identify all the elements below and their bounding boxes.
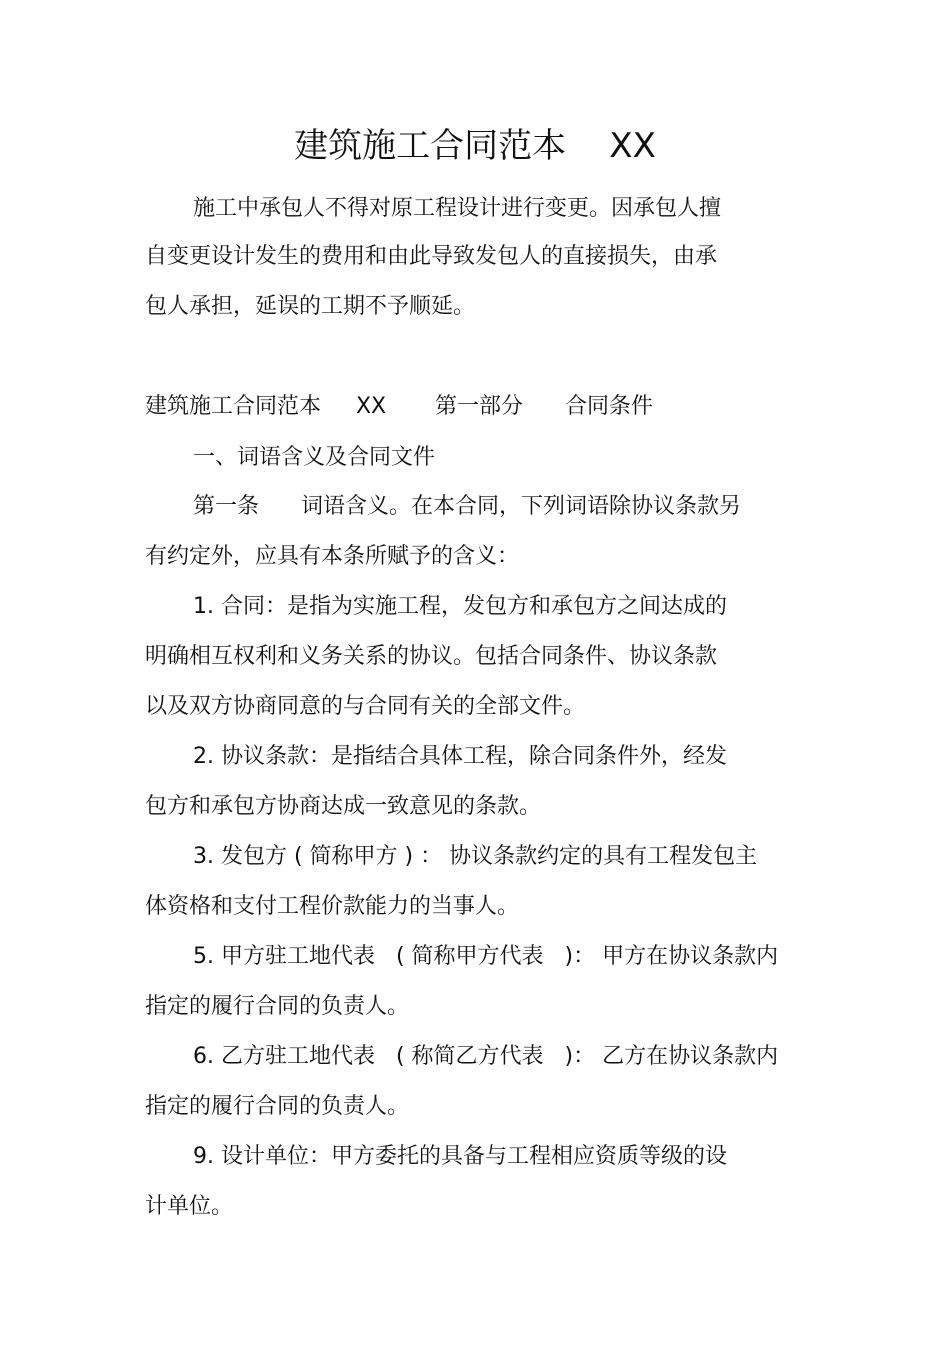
paragraph-line: 以及双方协商同意的与合同有关的全部文件。 (145, 694, 586, 719)
paragraph-line: 5. 甲方驻工地代表 ( 简称甲方代表 )： 甲方在协议条款内 (193, 944, 779, 969)
paragraph-line: 指定的履行合同的负责人。 (145, 994, 410, 1019)
paragraph-line: 计单位。 (145, 1194, 234, 1219)
paragraph-line: 施工中承包人不得对原工程设计进行变更。因承包人擅 (193, 196, 722, 221)
paragraph-line: 体资格和支付工程价款能力的当事人。 (145, 894, 520, 919)
paragraph-line: 明确相互权利和义务关系的协议。包括合同条件、协议条款 (145, 644, 718, 669)
paragraph-line: 2. 协议条款：是指结合具体工程，除合同条件外，经发 (193, 744, 727, 769)
section-heading: 建筑施工合同范本 XX 第一部分 合同条件 (145, 394, 654, 419)
document-title: 建筑施工合同范本 XX (294, 126, 656, 166)
paragraph-line: 包人承担，延误的工期不予顺延。 (145, 294, 476, 319)
paragraph-line: 6. 乙方驻工地代表 ( 称简乙方代表 )： 乙方在协议条款内 (193, 1044, 779, 1069)
paragraph-line: 包方和承包方协商达成一致意见的条款。 (145, 794, 542, 819)
paragraph-line: 3. 发包方 ( 简称甲方 ) ： 协议条款约定的具有工程发包主 (193, 844, 758, 869)
paragraph-line: 9. 设计单位：甲方委托的具备与工程相应资质等级的设 (193, 1144, 727, 1169)
paragraph-line: 有约定外，应具有本条所赋予的含义： (145, 544, 520, 569)
paragraph-line: 1. 合同：是指为实施工程，发包方和承包方之间达成的 (193, 594, 727, 619)
paragraph-line: 自变更设计发生的费用和由此导致发包人的直接损失，由承 (145, 244, 718, 269)
paragraph-line: 指定的履行合同的负责人。 (145, 1094, 410, 1119)
subsection-heading: 一、词语含义及合同文件 (193, 445, 436, 470)
paragraph-line: 第一条 词语含义。在本合同，下列词语除协议条款另 (193, 494, 741, 519)
